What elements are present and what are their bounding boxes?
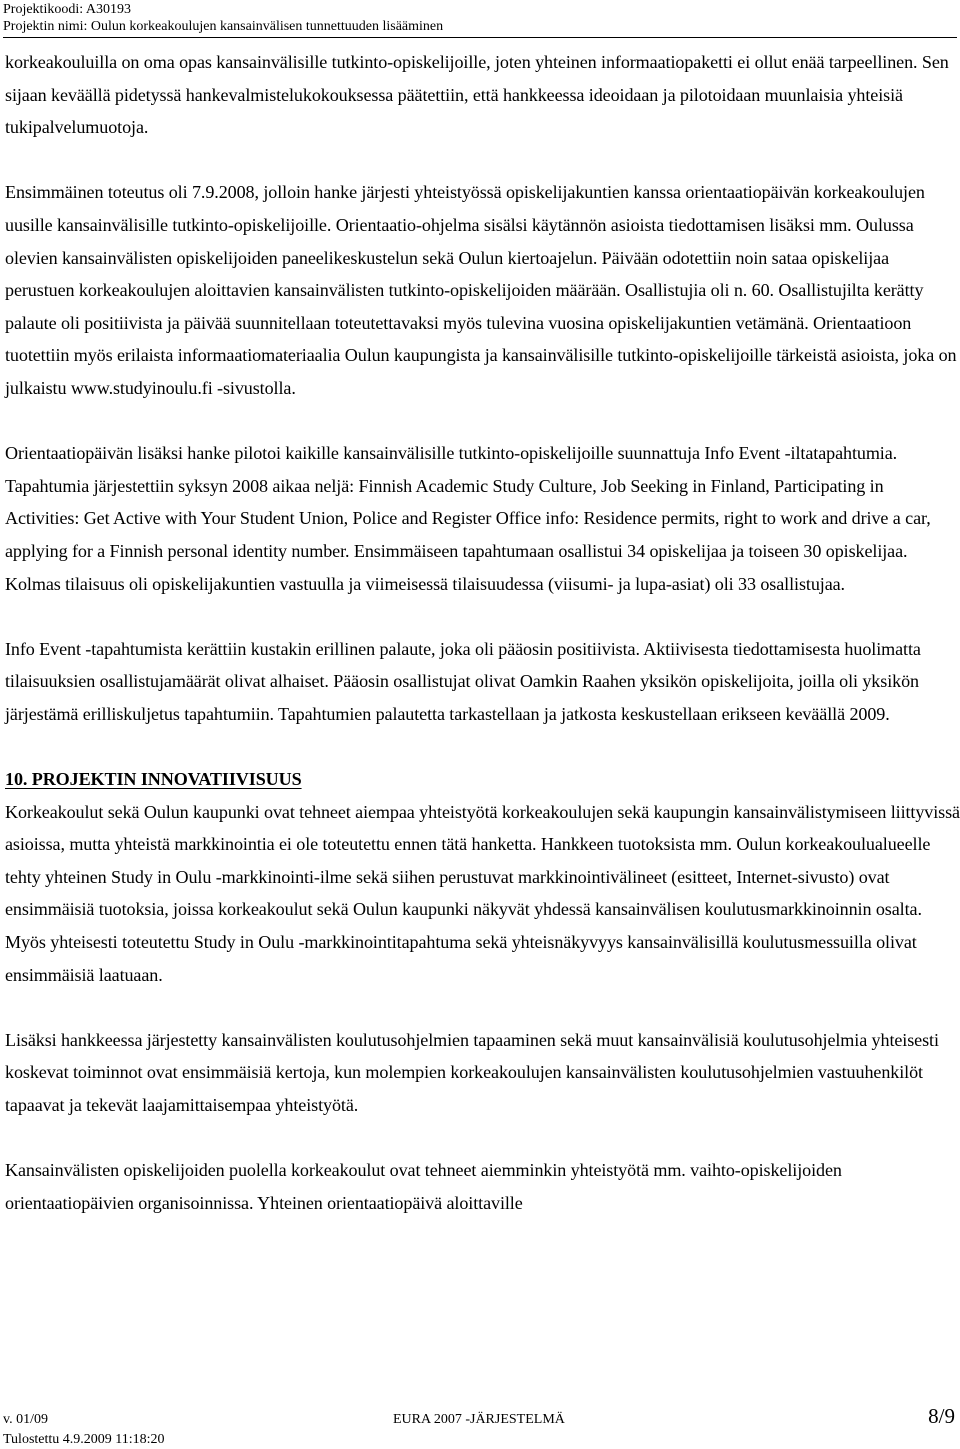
paragraph: Ensimmäinen toteutus oli 7.9.2008, jolloin hanke järjesti yhteistyössä opiskelijakuntien kanssa orientaatiopäivän korkeakoulujen uusille kansainvälisille tutkinto-opiskelijoille. Orientaatio-ohjelma sisälsi käytännön asioista tiedottamisen lisäksi mm. Oulussa olevien kansainvälisten opiskelijoiden paneelikeskustelun sekä Oulun kiertoajelun. Päivään odotettiin noin sataa opiskelijaa perustuen korkeakoulujen aloittavien kansainvälisten tutkinto-opiskelijoiden määrään. Osallistujia oli n. 60. Osallistujilta kerätty palaute oli positiivista ja päivää suunnitellaan toteutettavaksi myös tulevina vuosina opiskelijakuntien vetämänä. Orientaatioon tuotettiin myös erilaista informaatiomateriaalia Oulun kaupungista ja kansainvälisille tutkinto-opiskelijoille tärkeistä asioista, joka on julkaistu www.studyinoulu.fi -sivustolla. xyxy=(5,182,957,398)
print-timestamp: Tulostettu 4.9.2009 11:18:20 xyxy=(3,1432,165,1447)
version-label: v. 01/09 xyxy=(3,1412,48,1427)
paragraph: Kansainvälisten opiskelijoiden puolella korkeakoulut ovat tehneet aiemminkin yhteistyötä mm. vaihto-opiskelijoiden orientaatiopäivien organisoinnissa. Yhteinen orientaatiopäivä aloittaville xyxy=(5,1160,842,1213)
paragraph: Info Event -tapahtumista kerättiin kustakin erillinen palaute, joka oli pääosin positiivista. Aktiivisesta tiedottamisesta huolimatta tilaisuuksien osallistujamäärät olivat alhaiset. Pääosin osallistujat olivat Oamkin Raahen yksikön opiskelijoita, joilla oli yksikön järjestämä erilliskuljetus tapahtumiin. Tapahtumien palautetta tarkastellaan ja jatkosta keskustellaan erikseen keväällä 2009. xyxy=(5,638,921,724)
section-heading: 10. PROJEKTIN INNOVATIIVISUUS xyxy=(5,769,302,790)
project-code: Projektikoodi: A30193 xyxy=(3,2,131,17)
project-name: Projektin nimi: Oulun korkeakoulujen kansainvälisen tunnettuuden lisääminen xyxy=(3,19,444,34)
page-number: 8/9 xyxy=(928,1404,955,1428)
paragraph: korkeakouluilla on oma opas kansainvälisille tutkinto-opiskelijoille, joten yhteinen informaatiopaketti ei ollut enää tarpeellinen. Sen sijaan keväällä pidetyssä hankevalmistelukokouksessa päätettiin, että hankkeessa ideoidaan ja pilotoidaan muunlaisia yhteisiä tukipalvelumuotoja. xyxy=(5,52,949,138)
header-divider xyxy=(3,37,957,38)
document-body xyxy=(5,46,960,1228)
paragraph: Orientaatiopäivän lisäksi hanke pilotoi kaikille kansainvälisille tutkinto-opiskelijoille suunnattuja Info Event -iltatapahtumia. Tapahtumia järjestettiin syksyn 2008 aikaa neljä: Finnish Academic Study Culture, Job Seeking in Finland, Participating in Activities: Get Active with Your Student Union, Police and Register Office info: Residence permits, right to work and drive a car, applying for a Finnish personal identity number. Ensimmäiseen tapahtumaan osallistui 34 opiskelijaa ja toiseen 30 opiskelijaa. Kolmas tilaisuus oli opiskelijakuntien vastuulla ja viimeisessä tilaisuudessa (viisumi- ja lupa-asiat) oli 33 osallistujaa. xyxy=(5,443,931,594)
page-header xyxy=(3,1,443,35)
paragraph: Lisäksi hankkeessa järjestetty kansainvälisten koulutusohjelmien tapaaminen sekä muut kansainvälisiä koulutusohjelmia yhteisesti koskevat toiminnot ovat ensimmäisiä kertoja, kun molempien korkeakoulujen kansainvälisten koulutusohjelmien vastuuhenkilöt tapaavat ja tekevät laajamittaisempaa yhteistyötä. xyxy=(5,1029,939,1115)
paragraph: Korkeakoulut sekä Oulun kaupunki ovat tehneet aiempaa yhteistyötä korkeakoulujen sekä kaupungin kansainvälistymiseen liittyvissä asioissa, mutta yhteistä markkinointia ei ole toteutettu ennen tätä hanketta. Hankkeen tuotoksista mm. Oulun korkeakoulualueelle tehty yhteinen Study in Oulu -markkinointi-ilme sekä siihen perustuvat markkinointivälineet (esitteet, Internet-sivusto) ovat ensimmäisiä tuotoksia, joissa korkeakoulut sekä Oulun kaupunki näkyvät yhdessä kansainvälisen koulutusmarkkinoinnin osalta. Myös yhteisesti toteutettu Study in Oulu -markkinointitapahtuma sekä yhteisnäkyvyys kansainvälisillä koulutusmessuilla olivat ensimmäisiä laatuaan. xyxy=(5,801,960,985)
system-label: EURA 2007 -JÄRJESTELMÄ xyxy=(393,1412,565,1427)
